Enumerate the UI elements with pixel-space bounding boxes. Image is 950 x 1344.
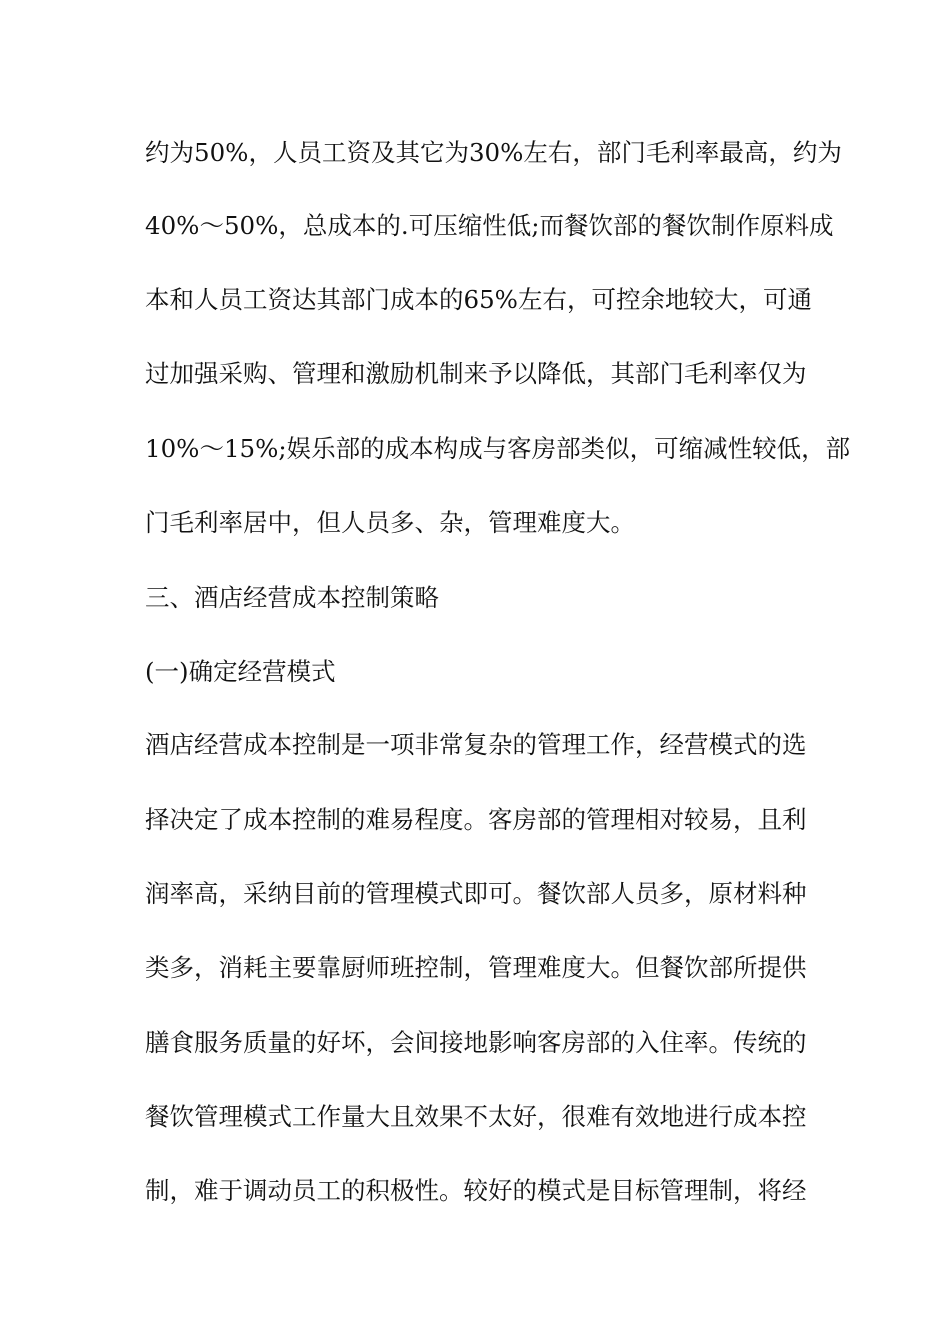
text-line: 酒店经营成本控制是一项非常复杂的管理工作，经营模式的选 bbox=[145, 730, 807, 759]
text-line: 润率高，采纳目前的管理模式即可。餐饮部人员多，原材料种 bbox=[145, 879, 807, 908]
text-line: 10%～15%;娱乐部的成本构成与客房部类似，可缩减性较低，部 bbox=[145, 434, 851, 463]
text-line: 门毛利率居中，但人员多、杂，管理难度大。 bbox=[145, 508, 635, 537]
text-line: 过加强采购、管理和激励机制来予以降低，其部门毛利率仅为 bbox=[145, 359, 807, 388]
subsection-heading: (一)确定经营模式 bbox=[145, 657, 336, 686]
text-line: 约为50%，人员工资及其它为30%左右，部门毛利率最高，约为 bbox=[145, 138, 842, 167]
text-line: 本和人员工资达其部门成本的65%左右，可控余地较大，可通 bbox=[145, 285, 812, 314]
text-line: 膳食服务质量的好坏，会间接地影响客房部的入住率。传统的 bbox=[145, 1028, 807, 1057]
section-heading: 三、酒店经营成本控制策略 bbox=[145, 583, 439, 612]
text-line: 制，难于调动员工的积极性。较好的模式是目标管理制，将经 bbox=[145, 1176, 807, 1205]
text-line: 类多，消耗主要靠厨师班控制，管理难度大。但餐饮部所提供 bbox=[145, 953, 807, 982]
text-line: 40%～50%，总成本的.可压缩性低;而餐饮部的餐饮制作原料成 bbox=[145, 211, 834, 240]
text-line: 择决定了成本控制的难易程度。客房部的管理相对较易，且利 bbox=[145, 805, 807, 834]
text-line: 餐饮管理模式工作量大且效果不太好，很难有效地进行成本控 bbox=[145, 1102, 807, 1131]
